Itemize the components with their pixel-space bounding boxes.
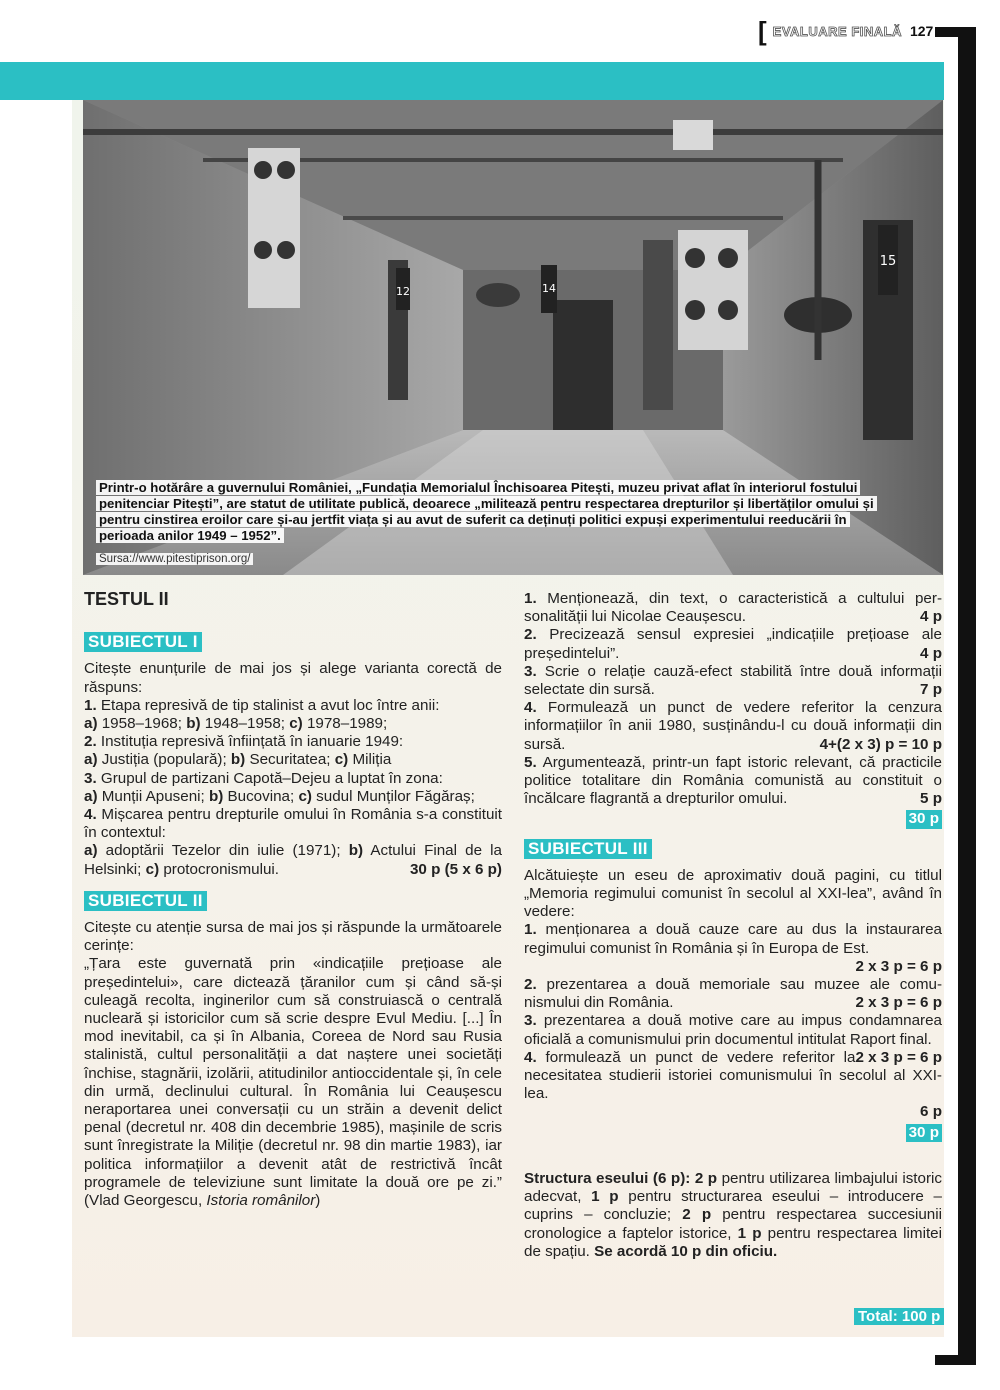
s1-options-2: a) Justiția (populară); b) Securitatea; c) Miliția — [84, 751, 392, 769]
test-title: TESTUL II — [84, 589, 169, 609]
subiectul-2-heading: SUBIECTUL II — [84, 891, 207, 911]
s3-criterion-3: 3. prezentarea a două motive care au impus condamnarea oficială a comunismului prin documentul intitulat Raport final. 2 x 3 p = 6 p — [524, 1012, 942, 1066]
s2-source-text: „Țara este guvernată prin «indicațiile prețioase ale președintelui», care dictează țăranilor cum și când să-și culeagă recolta, inginerilor cum să construiască o centrală nucleară și istoricilor cum să scrie despre Evul Mediu. [...] În mod inevitabil, ca și în Albania, Coreea de Nord sau Rusia stalinistă, cultul personalității a dat naștere unei societăți închise, stagnării, izolării, atitudinilor antioccidentale și, în cele din urmă, declinului cultural. În România lui Ceaușescu neraportarea unei conversații cu un străin a devenit delict penal (decretul nr. 408 din decembrie 1985), mașinile de scris sunt înregistrate la Miliție (decretul nr. 98 din martie 1983), iar politica informațiilor a devenit atât de restrictivă încât programele de televiziune sunt limitate la două ore pe zi.” (Vlad Georgescu, Istoria românilor) — [84, 955, 502, 1210]
photo-caption: Printr-o hotărâre a guvernului României, „Fundația Memorialul Închisoarea Pitești, muzeu privat aflat în interiorul fostului penitenciar Pitești”, are statut de utilitate publică, deoarece „militează pentru respectarea drepturilor și libertăților omului și pentru cinstirea eroilor care și-au jertfit viața și au avut de suferit ca deținuți politici expuși experimentului reeducării în perioada anilor 1949 – 1952”. — [96, 480, 886, 544]
s3-criterion-4: 4. formulează un punct de vedere referitor la necesitatea studierii istoriei comunismului în secolul al XXI-lea. — [524, 1048, 942, 1103]
s3-criterion-1-points: 2 x 3 p = 6 p — [855, 957, 942, 975]
s2-requirement-5: 5. Argumentează, printr-un fapt istoric relevant, că practicile politice totalitare din România comunistă au constituit o încălcare flagrantă a drepturilor omului. 5 p — [524, 753, 942, 808]
s3-total: 30 p — [524, 1124, 942, 1142]
s3-intro: Alcătuiește un eseu de aproximativ două pagini, cu titlul „Memoria regimului comunist în secolul al XXI-lea”, având în vedere: — [524, 866, 942, 921]
s1-question-3: 3. Grupul de partizani Capotă–Dejeu a luptat în zona: — [84, 769, 443, 787]
left-column — [84, 590, 502, 1210]
page-number: 127 — [909, 23, 934, 39]
page-header — [758, 18, 933, 44]
teal-band — [0, 62, 944, 100]
s2-requirement-3: 3. Scrie o relație cauză-efect stabilită între două informații selectate din sursă. 7 p — [524, 662, 942, 699]
s2-intro: Citește cu atenție sursa de mai jos și răspunde la următoarele cerințe: — [84, 919, 502, 955]
s1-points: 30 p (5 x 6 p) — [409, 860, 502, 878]
grand-total: Total: 100 p — [854, 1308, 944, 1325]
s3-criterion-1: 1. menționarea a două cauze care au dus la instaurarea regimului comunist în România și în Europa de Est. — [524, 921, 942, 957]
door-number-14: 14 — [542, 282, 556, 295]
s1-options-4: a) adoptării Tezelor din iulie (1971); b) Actului Final de la Helsinki; c) protocronismului. 30 p (5 x 6 p) — [84, 842, 502, 878]
photo-source: Sursa://www.pitestiprison.org/ — [96, 553, 253, 565]
s2-requirement-2: 2. Precizează sensul expresiei „indicațiile prețioase ale președintelui”. 4 p — [524, 626, 942, 662]
s1-question-4: 4. Mișcarea pentru drepturile omului în România s-a constituit în contextul: — [84, 806, 502, 842]
frame-bottom — [935, 1355, 976, 1365]
frame-right — [958, 27, 976, 1365]
s2-requirement-1: 1. Menționează, din text, o caracteristică a cultului personalității lui Nicolae Ceaușescu. 4 p — [524, 590, 942, 626]
door-number-12: 12 — [396, 285, 410, 298]
s1-question-1: 1. Etapa represivă de tip stalinist a avut loc între anii: — [84, 696, 440, 714]
section-title: EVALUARE FINALĂ — [772, 23, 902, 39]
subiectul-3-heading: SUBIECTUL III — [524, 839, 652, 859]
s1-intro: Citește enunțurile de mai jos și alege varianta corectă de răspuns: — [84, 660, 502, 696]
s3-criterion-2: 2. prezentarea a două memoriale sau muzee ale comunismului din România. 2 x 3 p = 6 p — [524, 976, 942, 1012]
s1-question-2: 2. Instituția represivă înființată în ianuarie 1949: — [84, 733, 404, 751]
right-column — [524, 590, 942, 1261]
s3-criterion-4-points: 6 p — [920, 1103, 942, 1121]
s2-total: 30 p — [524, 810, 942, 828]
s1-options-1: a) 1958–1968; b) 1948–1958; c) 1978–1989; — [84, 715, 388, 733]
s3-structure: Structura eseului (6 p): 2 p pentru utilizarea limbajului istoric adecvat, 1 p pentru structurarea eseului – introducere – cuprins – concluzie; 2 p pentru respectarea succesiunii cronologice a faptelor istorice, 1 p pentru respectarea limitei de spațiu. Se acordă 10 p din oficiu. — [524, 1169, 942, 1260]
subiectul-1-heading: SUBIECTUL I — [84, 632, 202, 652]
s1-options-3: a) Munții Apuseni; b) Bucovina; c) sudul Munților Făgăraș; — [84, 787, 475, 805]
door-number-15: 15 — [879, 254, 897, 269]
header-bracket: [ — [758, 16, 767, 46]
s2-requirement-4: 4. Formulează un punct de vedere referitor la cenzura informațiilor în anii 1980, susținându-l cu două informații din sursă. 4+(2 x 3) p = 10 p — [524, 699, 942, 753]
